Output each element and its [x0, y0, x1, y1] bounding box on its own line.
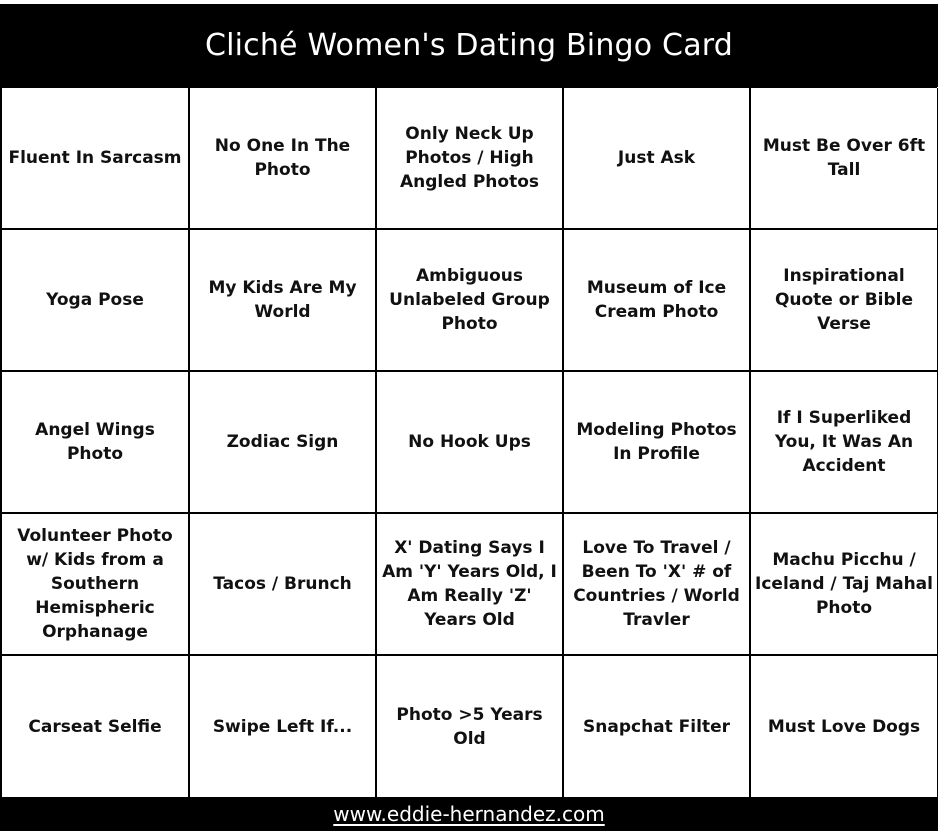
bingo-cell-r1-c2: No One In The Photo — [190, 88, 377, 230]
title-bar — [0, 4, 938, 87]
bingo-cell-r5-c3: Photo >5 Years Old — [377, 656, 564, 799]
bingo-cell-r3-c4: Modeling Photos In Profile — [564, 372, 751, 514]
website-link[interactable]: www.eddie-hernandez.com — [333, 802, 605, 826]
bingo-cell-r1-c1: Fluent In Sarcasm — [2, 88, 190, 230]
bingo-cell-r4-c5: Machu Picchu / Iceland / Taj Mahal Photo — [751, 514, 938, 656]
bingo-cell-r5-c4: Snapchat Filter — [564, 656, 751, 799]
bingo-cell-r3-c1: Angel Wings Photo — [2, 372, 190, 514]
bingo-cell-r1-c4: Just Ask — [564, 88, 751, 230]
bingo-cell-r2-c5: Inspirational Quote or Bible Verse — [751, 230, 938, 372]
bingo-cell-r2-c3: Ambiguous Unlabeled Group Photo — [377, 230, 564, 372]
bingo-cell-r4-c3: X' Dating Says I Am 'Y' Years Old, I Am Really 'Z' Years Old — [377, 514, 564, 656]
bingo-cell-r2-c1: Yoga Pose — [2, 230, 190, 372]
bingo-cell-r3-c2: Zodiac Sign — [190, 372, 377, 514]
bingo-grid — [0, 86, 937, 797]
bingo-cell-r2-c2: My Kids Are My World — [190, 230, 377, 372]
bingo-cell-r4-c2: Tacos / Brunch — [190, 514, 377, 656]
bingo-cell-r4-c4: Love To Travel / Been To 'X' # of Countries / World Travler — [564, 514, 751, 656]
bingo-cell-r5-c5: Must Love Dogs — [751, 656, 938, 799]
bingo-cell-r1-c3: Only Neck Up Photos / High Angled Photos — [377, 88, 564, 230]
bingo-cell-r3-c3: No Hook Ups — [377, 372, 564, 514]
bingo-cell-r5-c1: Carseat Selfie — [2, 656, 190, 799]
bingo-cell-r4-c1: Volunteer Photo w/ Kids from a Southern Hemispheric Orphanage — [2, 514, 190, 656]
bingo-cell-r3-c5: If I Superliked You, It Was An Accident — [751, 372, 938, 514]
footer-bar — [0, 797, 938, 831]
card-title: Cliché Women's Dating Bingo Card — [204, 28, 734, 63]
bingo-cell-r1-c5: Must Be Over 6ft Tall — [751, 88, 938, 230]
bingo-cell-r5-c2: Swipe Left If... — [190, 656, 377, 799]
bingo-cell-r2-c4: Museum of Ice Cream Photo — [564, 230, 751, 372]
